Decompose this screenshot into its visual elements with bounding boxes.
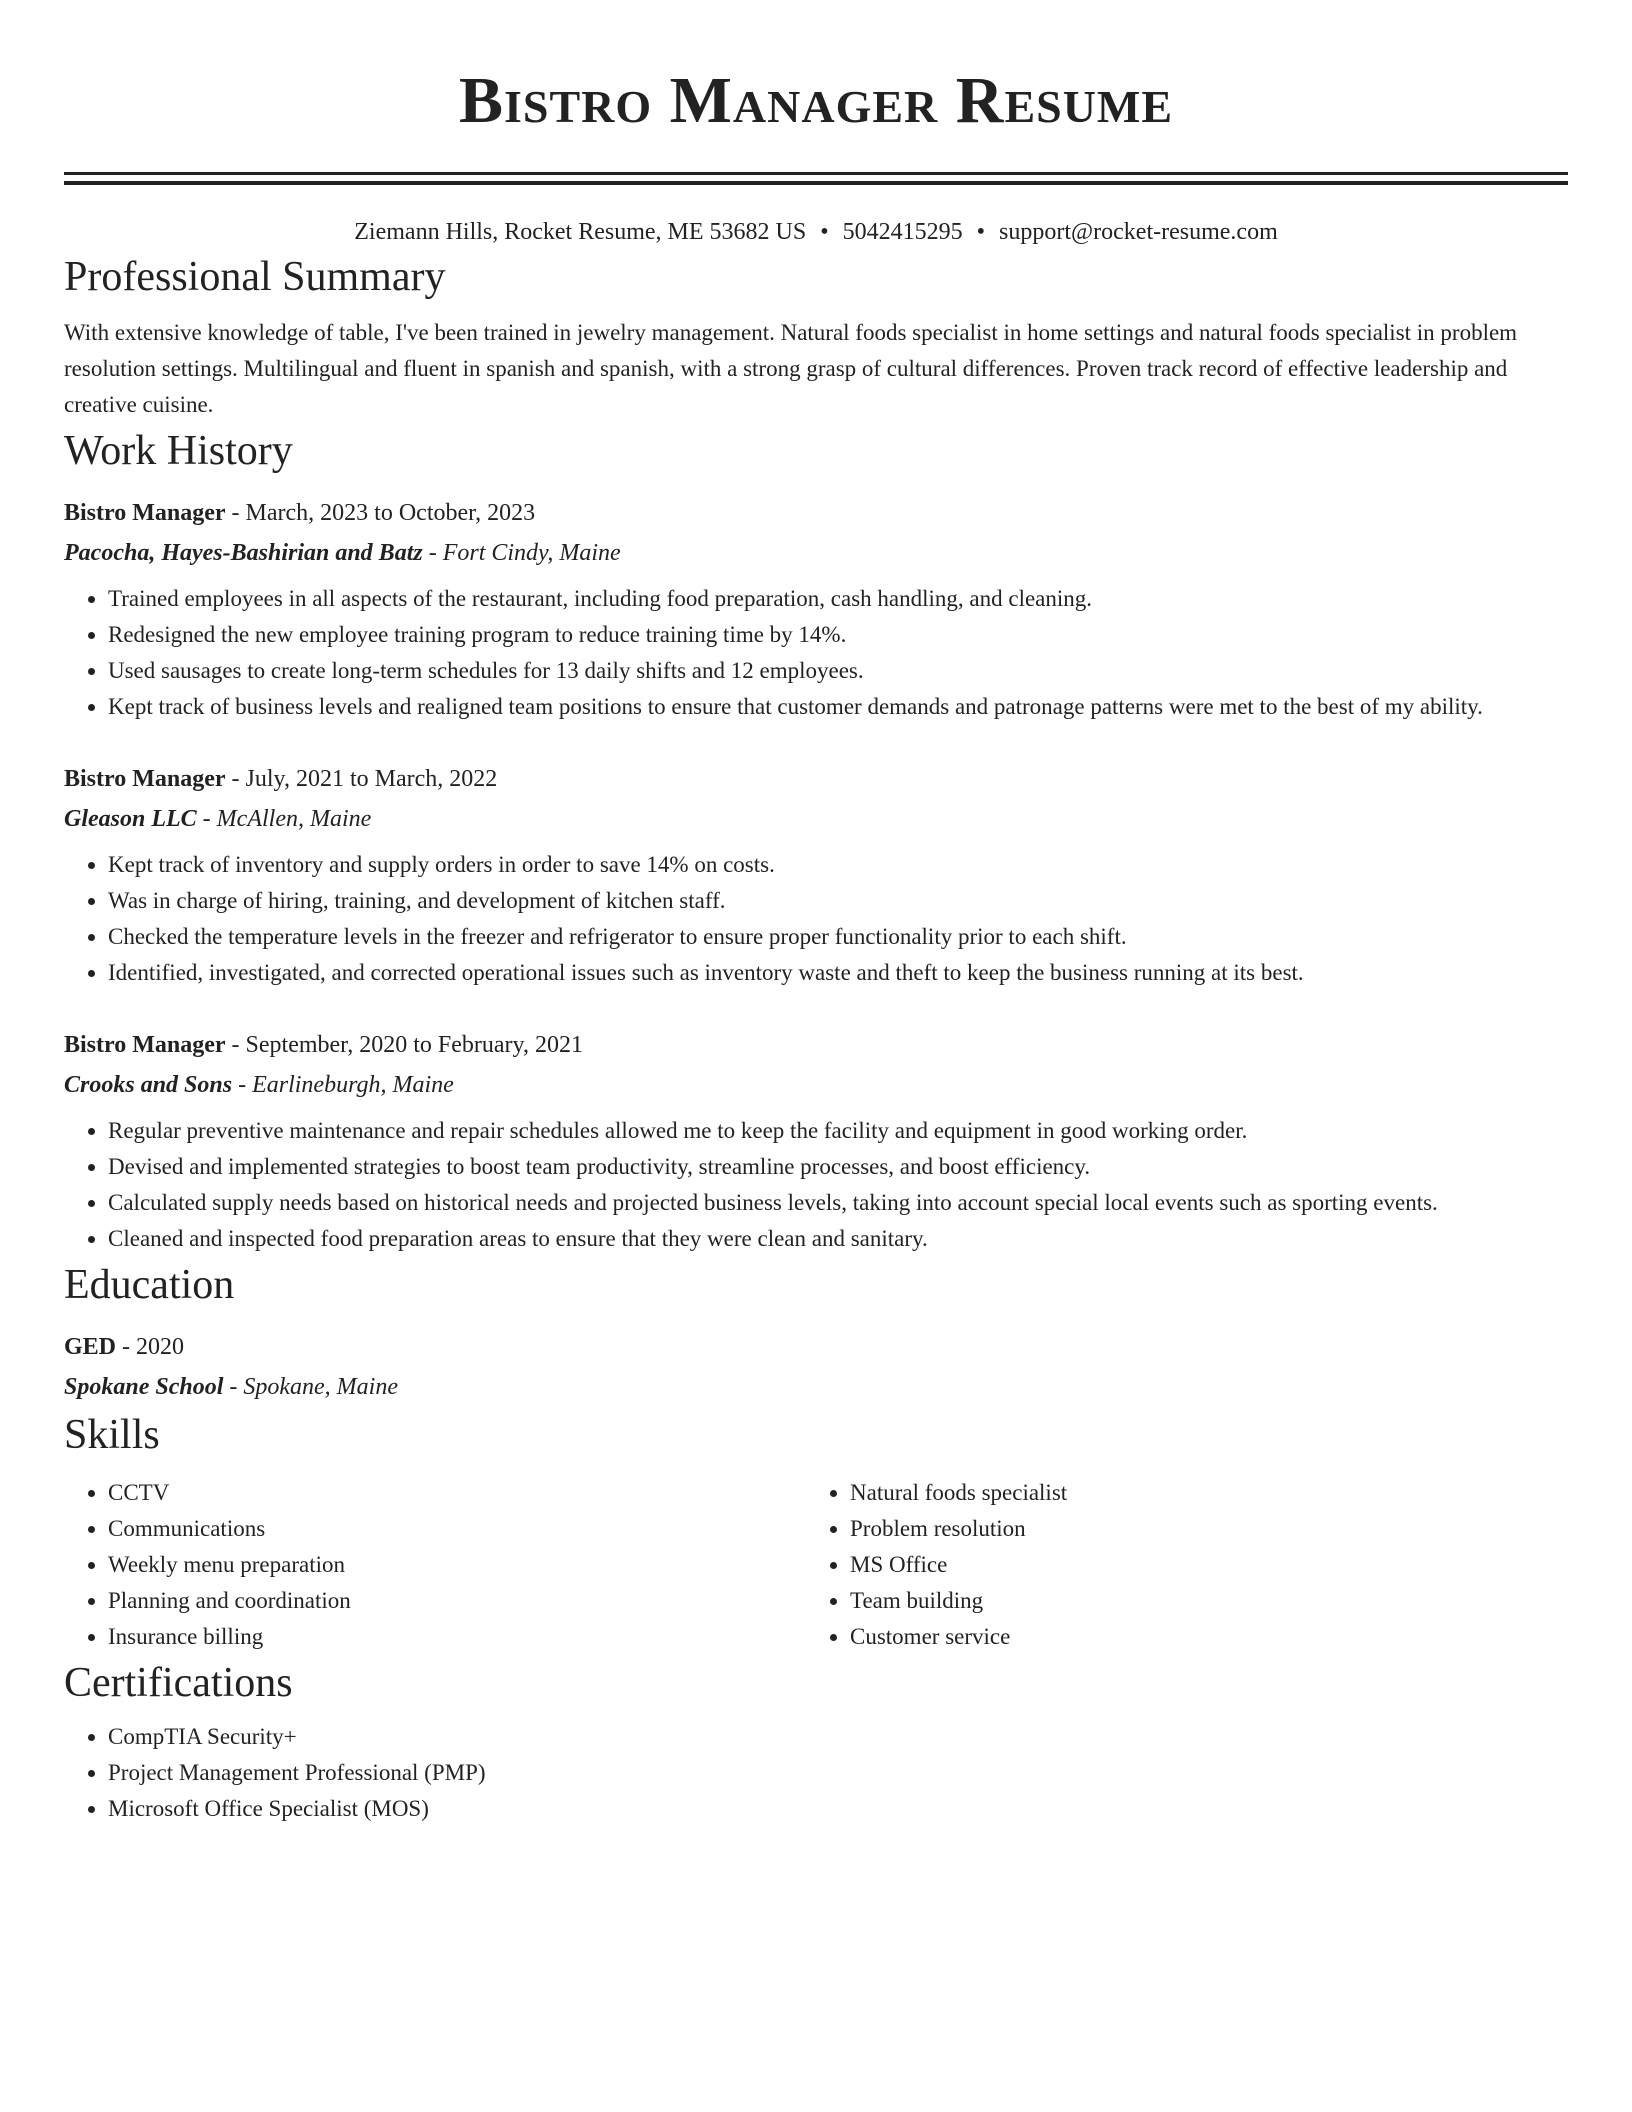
dash: - — [116, 1334, 137, 1360]
dash: - — [225, 1032, 246, 1058]
education-entry — [64, 1327, 1568, 1407]
certifications-heading: Certifications — [64, 1660, 293, 1706]
dash: - — [225, 500, 246, 526]
contact-email[interactable]: support@rocket-resume.com — [999, 219, 1278, 245]
skills-column-left — [64, 1475, 806, 1655]
list-item: • CompTIA Security+ — [108, 1719, 1568, 1755]
list-item: • Project Management Professional (PMP) — [108, 1755, 1568, 1791]
list-item: • Problem resolution — [850, 1511, 1548, 1547]
job-employer-line — [64, 799, 1568, 839]
summary-heading: Professional Summary — [64, 254, 446, 300]
list-item: • Identified, investigated, and corrected operational issues such as inventory waste and theft to keep the business running at its best. — [108, 955, 1568, 991]
job-entry — [64, 493, 1568, 725]
list-item: • Team building — [850, 1583, 1548, 1619]
resume-title: Bistro Manager Resume — [458, 64, 1174, 137]
list-item: • MS Office — [850, 1547, 1548, 1583]
dash: - — [422, 540, 443, 566]
education-degree-line — [64, 1327, 1568, 1367]
skills-grid — [64, 1475, 1568, 1655]
list-item: • Calculated supply needs based on historical needs and projected business levels, taking into account special local events such as sporting events. — [108, 1185, 1568, 1221]
job-title-line — [64, 759, 1568, 799]
job-employer: Gleason LLC — [64, 806, 197, 832]
job-bullets — [64, 581, 1568, 725]
job-bullets — [64, 1113, 1568, 1257]
job-entry — [64, 1025, 1568, 1257]
skills-list-left — [64, 1475, 806, 1655]
list-item: • Redesigned the new employee training program to reduce training time by 14%. — [108, 617, 1568, 653]
job-employer-line — [64, 1065, 1568, 1105]
list-item: • Trained employees in all aspects of the restaurant, including food preparation, cash handling, and cleaning. — [108, 581, 1568, 617]
education-location: Spokane, Maine — [243, 1374, 398, 1400]
summary-text: With extensive knowledge of table, I've been trained in jewelry management. Natural foods specialist in home settings and natural foods specialist in problem resolution settings. Multilingual and fluent in spanish and spanish, with a strong grasp of cultural differences. Proven track record of effective leadership and creative cuisine. — [64, 320, 1518, 417]
job-title: Bistro Manager — [64, 1032, 226, 1058]
job-employer: Pacocha, Hayes-Bashirian and Batz — [64, 540, 423, 566]
education-heading: Education — [64, 1262, 235, 1308]
list-item: • Cleaned and inspected food preparation areas to ensure that they were clean and sanitary. — [108, 1221, 1568, 1257]
contact-phone: 5042415295 — [842, 219, 963, 245]
job-employer: Crooks and Sons — [64, 1072, 233, 1098]
dash: - — [225, 766, 246, 792]
contact-separator: • — [820, 219, 829, 245]
header-rule-bottom — [64, 181, 1568, 185]
job-title-line — [64, 493, 1568, 533]
contact-address: Ziemann Hills, Rocket Resume, ME 53682 US — [354, 219, 807, 245]
skills-heading: Skills — [64, 1412, 160, 1458]
work-history-heading: Work History — [64, 428, 293, 474]
list-item: • Regular preventive maintenance and repair schedules allowed me to keep the facility and equipment in good working order. — [108, 1113, 1568, 1149]
list-item: • Natural foods specialist — [850, 1475, 1548, 1511]
education-school: Spokane School — [64, 1374, 224, 1400]
job-location: McAllen, Maine — [216, 806, 372, 832]
job-dates: March, 2023 to October, 2023 — [245, 500, 536, 526]
certifications-list — [64, 1719, 1568, 1827]
list-item: • Checked the temperature levels in the freezer and refrigerator to ensure proper functionality prior to each shift. — [108, 919, 1568, 955]
job-title-line — [64, 1025, 1568, 1065]
list-item: • Was in charge of hiring, training, and development of kitchen staff. — [108, 883, 1568, 919]
header-rule-top — [64, 172, 1568, 175]
job-dates: September, 2020 to February, 2021 — [245, 1032, 583, 1058]
job-title: Bistro Manager — [64, 500, 226, 526]
job-title: Bistro Manager — [64, 766, 226, 792]
list-item: • Communications — [108, 1511, 806, 1547]
contact-line — [64, 215, 1568, 249]
education-year: 2020 — [136, 1334, 185, 1360]
job-location: Earlineburgh, Maine — [252, 1072, 454, 1098]
job-dates: July, 2021 to March, 2022 — [245, 766, 498, 792]
list-item: • Planning and coordination — [108, 1583, 806, 1619]
list-item: • Devised and implemented strategies to boost team productivity, streamline processes, and boost efficiency. — [108, 1149, 1568, 1185]
list-item: • CCTV — [108, 1475, 806, 1511]
list-item: • Used sausages to create long-term schedules for 13 daily shifts and 12 employees. — [108, 653, 1568, 689]
dash: - — [223, 1374, 244, 1400]
job-employer-line — [64, 533, 1568, 573]
job-entry — [64, 759, 1568, 991]
contact-separator: • — [976, 219, 986, 245]
education-degree: GED — [64, 1334, 117, 1360]
list-item: • Microsoft Office Specialist (MOS) — [108, 1791, 1568, 1827]
list-item: • Kept track of business levels and realigned team positions to ensure that customer demands and patronage patterns were met to the best of my ability. — [108, 689, 1568, 725]
dash: - — [232, 1072, 253, 1098]
skills-list-right — [806, 1475, 1548, 1655]
list-item: • Insurance billing — [108, 1619, 806, 1655]
education-school-line — [64, 1367, 1568, 1407]
list-item: • Kept track of inventory and supply orders in order to save 14% on costs. — [108, 847, 1568, 883]
dash: - — [196, 806, 217, 832]
skills-column-right — [806, 1475, 1548, 1655]
job-bullets — [64, 847, 1568, 991]
job-location: Fort Cindy, Maine — [442, 540, 621, 566]
list-item: • Weekly menu preparation — [108, 1547, 806, 1583]
list-item: • Customer service — [850, 1619, 1548, 1655]
